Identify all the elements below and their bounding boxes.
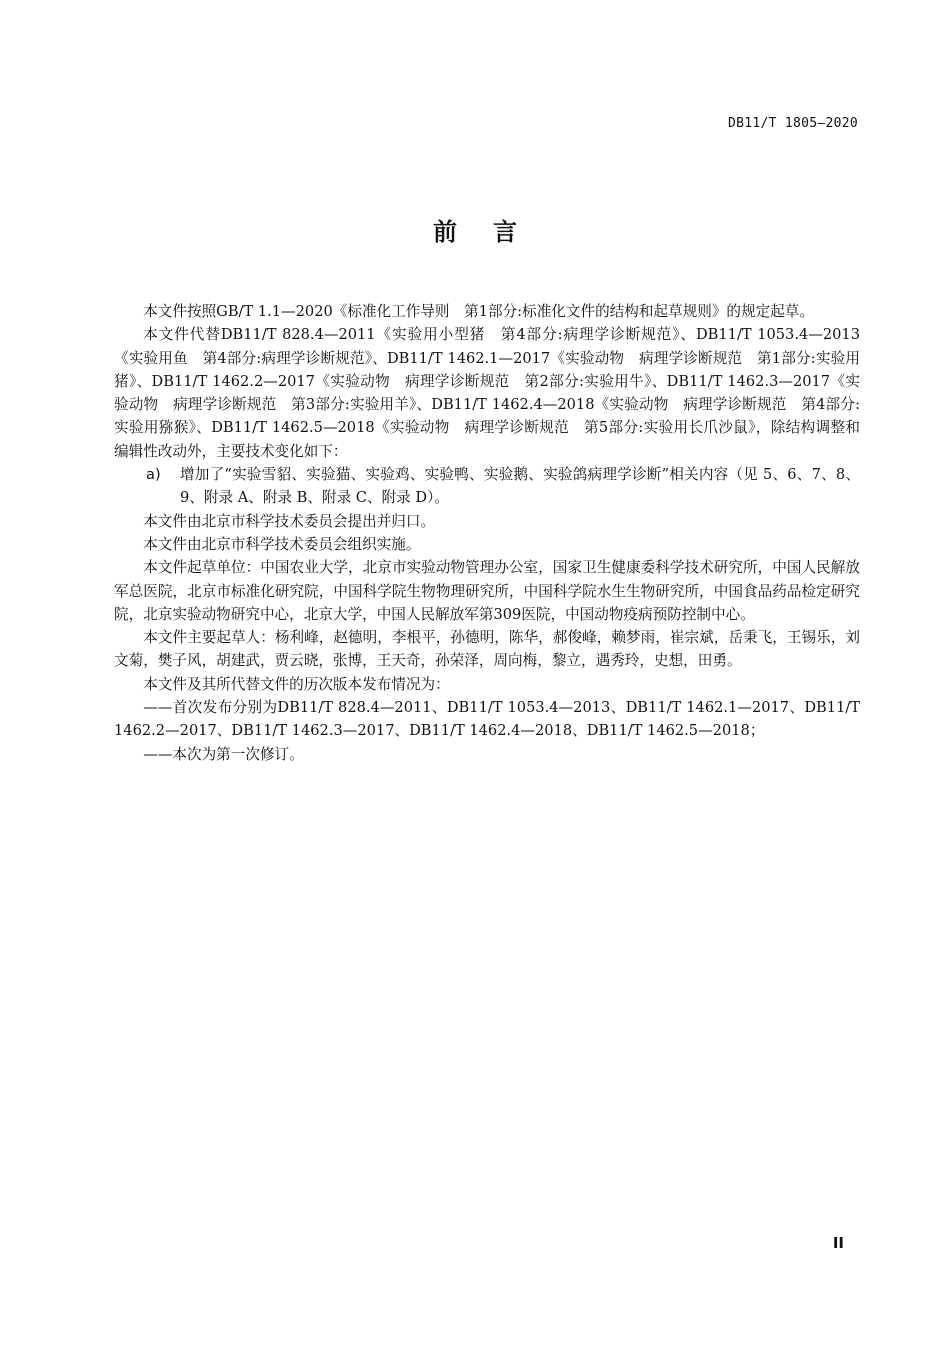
paragraph: 本文件起草单位：中国农业大学，北京市实验动物管理办公室，国家卫生健康委科学技术研究所，中国人民解放军总医院，北京市标准化研究院，中国科学院生物物理研究所，中国科学院水生生物研究所，中国食品药品检定研究院，北京实验动物研究中心，北京大学，中国人民解放军第309医院，中国动物疫病预防控制中心。 <box>114 559 860 623</box>
history-item: ——本次为第一次修订。 <box>143 745 304 763</box>
paragraph: 本文件由北京市科学技术委员会提出并归口。 <box>143 512 436 530</box>
list-item <box>114 463 860 510</box>
list-item-text: 增加了“实验雪貂、实验猫、实验鸡、实验鸭、实验鹅、实验鸽病理学诊断”相关内容（见 5、6、7、8、9、附录 A、附录 B、附录 C、附录 D）。 <box>180 466 860 507</box>
document-code: DB11/T 1805—2020 <box>727 116 858 131</box>
paragraph: 本文件代替DB11/T 828.4—2011《实验用小型猪 第4部分:病理学诊断规范》、DB11/T 1053.4—2013《实验用鱼 第4部分:病理学诊断规范》、DB11/T 1462.1—2017《实验动物 病理学诊断规范 第1部分:实验用猪》、DB11/T 1462.2—2017《实验动物 病理学诊断规范 第2部分:实验用牛》、DB11/T 1462.3—2017《实验动物 病理学诊断规范 第3部分:实验用羊》、DB11/T 1462.4—2018《实验动物 病理学诊断规范 第4部分:实验用猕猴》、DB11/T 1462.5—2018《实验动物 病理学诊断规范 第5部分:实验用长爪沙鼠》，除结构调整和编辑性改动外，主要技术变化如下： <box>114 326 860 460</box>
page-number: II <box>832 1234 844 1252</box>
paragraph: 本文件由北京市科学技术委员会组织实施。 <box>143 535 421 553</box>
paragraph: 本文件及其所代替文件的历次版本发布情况为： <box>143 675 450 693</box>
paragraph: 本文件主要起草人：杨利峰，赵德明，李根平，孙德明，陈华，郝俊峰，赖梦雨，崔宗斌，岳秉飞，王锡乐，刘文菊，樊子风，胡建武，贾云晓，张博，王天奇，孙荣泽，周向梅，黎立，遇秀玲，史想，田勇。 <box>114 629 860 670</box>
list-marker: a) <box>146 466 161 484</box>
document-body <box>114 300 860 766</box>
history-item: ——首次发布分别为DB11/T 828.4—2011、DB11/T 1053.4—2013、DB11/T 1462.1—2017、DB11/T 1462.2—2017、DB11/T 1462.3—2017、DB11/T 1462.4—2018、DB11/T 1462.5—2018； <box>114 699 860 740</box>
paragraph: 本文件按照GB/T 1.1—2020《标准化工作导则 第1部分:标准化文件的结构和起草规则》的规定起草。 <box>143 303 814 320</box>
page-title: 前言 <box>433 218 553 246</box>
